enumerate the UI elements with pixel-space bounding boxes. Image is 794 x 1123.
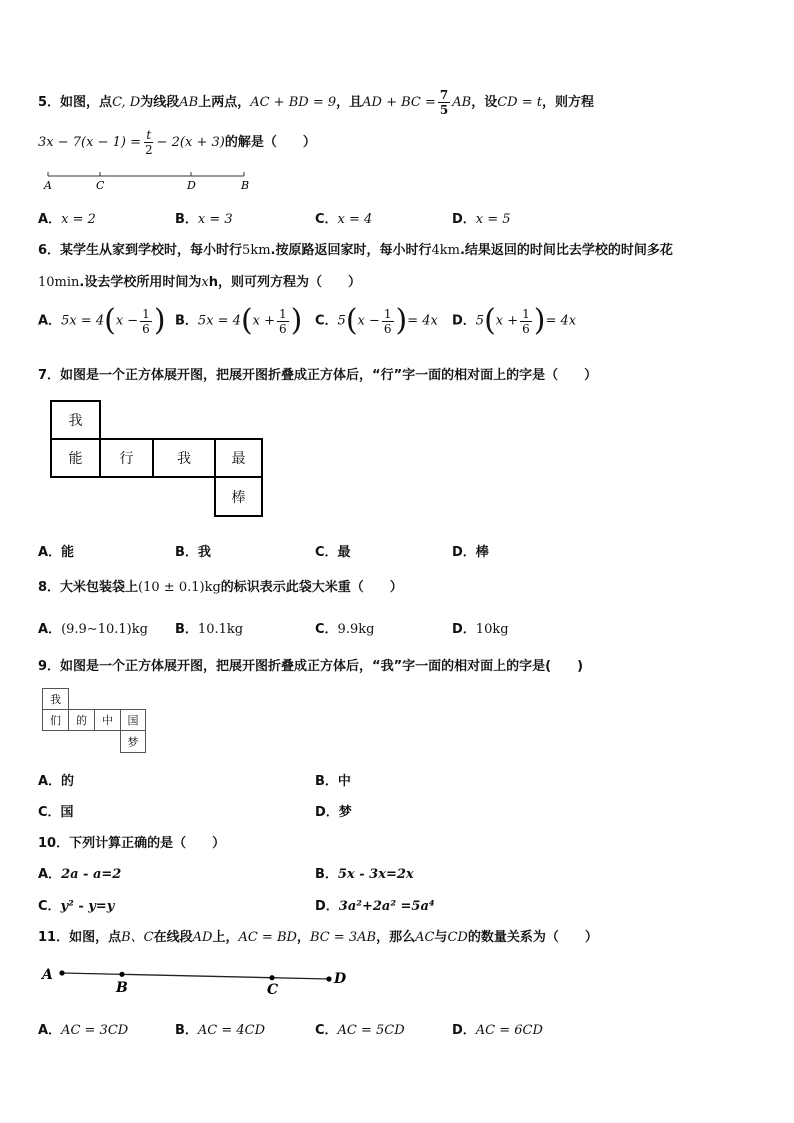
q10-stem: 10．下列计算正确的是（ ） (38, 836, 226, 851)
q6-stem-line2: 10min.设去学校所用时间为xh，则可列方程为（ ） (38, 275, 361, 290)
q7-cell: 行 (99, 438, 154, 478)
q5-label-B: B (241, 179, 250, 192)
q5-label-C: C (96, 179, 105, 192)
q5-segment-diagram (40, 170, 260, 194)
q11-label-C: C (267, 982, 279, 998)
q10-option-c[interactable]: C．y² - y=y (38, 899, 115, 914)
q10-option-b[interactable]: B．5x - 3x=2x (315, 867, 414, 882)
q7-cell: 我 (50, 400, 101, 440)
q6-stem-line1: 6．某学生从家到学校时，每小时行5km.按原路返回家时，每小时行4km.结果返回的时间比去学校的时间多花 (38, 243, 673, 258)
q8-option-a[interactable]: A．(9.9∼10.1)kg (38, 622, 148, 637)
q9-option-a[interactable]: A．的 (38, 774, 75, 789)
q11-option-d[interactable]: D．AC = 6CD (452, 1023, 543, 1038)
q11-option-b[interactable]: B．AC = 4CD (175, 1023, 266, 1038)
q9-option-c[interactable]: C．国 (38, 805, 74, 820)
q9-cell: 国 (120, 709, 146, 731)
q8-option-d[interactable]: D．10kg (452, 622, 509, 637)
q5-option-b[interactable]: B．x = 3 (175, 212, 233, 227)
q7-cell: 棒 (214, 476, 263, 517)
q11-label-A: A (42, 967, 53, 983)
q11-label-B: B (116, 980, 128, 996)
q6-option-a[interactable]: A．5x = 4(x − $\frac{1}{6}$ ) (38, 303, 166, 338)
q7-cell: 能 (50, 438, 101, 478)
q9-cell: 我 (42, 688, 69, 710)
q5-label-D: D (187, 179, 196, 192)
q11-stem: 11．如图，点B、C在线段AD上，AC = BD，BC = 3AB，那么AC与CD的数量关系为（ ） (38, 930, 598, 945)
q7-cell: 我 (152, 438, 216, 478)
q5-option-a[interactable]: A．x = 2 (38, 212, 96, 227)
q5-stem: 5．如图，点C, D为线段AB上两点，AC + BD = 9，且AD + BC = $\frac{7}{5}$ AB，设CD = t，则方程 (38, 88, 594, 117)
q7-option-d[interactable]: D．棒 (452, 545, 489, 560)
q9-option-b[interactable]: B．中 (315, 774, 351, 789)
q8-option-c[interactable]: C．9.9kg (315, 622, 375, 637)
q5-fraction: $\frac{7}{5}$ (439, 88, 449, 117)
q7-stem: 7．如图是一个正方体展开图，把展开图折叠成正方体后，“行”字一面的相对面上的字是（ ） (38, 368, 598, 383)
q9-option-d[interactable]: D．梦 (315, 805, 352, 820)
q5-equation: 3x − 7(x − 1) = $\frac{t}{2}$ − 2(x + 3)的解是（ ） (38, 128, 316, 157)
q11-label-D: D (334, 971, 347, 987)
q9-stem: 9．如图是一个正方体展开图，把展开图折叠成正方体后，“我”字一面的相对面上的字是( ) (38, 659, 584, 674)
q11-option-a[interactable]: A．AC = 3CD (38, 1023, 129, 1038)
q11-option-c[interactable]: C．AC = 5CD (315, 1023, 405, 1038)
q6-option-c[interactable]: C．5(x − $\frac{1}{6}$ )= 4x (315, 303, 438, 338)
q10-option-a[interactable]: A．2a - a=2 (38, 867, 122, 882)
q5-label-A: A (44, 179, 52, 192)
q10-option-d[interactable]: D．3a²+2a² =5a⁴ (315, 899, 435, 914)
q8-option-b[interactable]: B．10.1kg (175, 622, 244, 637)
q8-stem: 8．大米包装袋上(10 ± 0.1)kg的标识表示此袋大米重（ ） (38, 580, 403, 595)
q7-cell: 最 (214, 438, 263, 478)
q11-segment-diagram (36, 960, 356, 1000)
q5-option-c[interactable]: C．x = 4 (315, 212, 373, 227)
q5-option-d[interactable]: D．x = 5 (452, 212, 511, 227)
q9-cell: 梦 (120, 730, 146, 753)
q6-option-b[interactable]: B．5x = 4(x + $\frac{1}{6}$ ) (175, 303, 303, 338)
q9-cell: 们 (42, 709, 69, 731)
q6-option-d[interactable]: D．5(x + $\frac{1}{6}$ )= 4x (452, 303, 577, 338)
q7-option-b[interactable]: B．我 (175, 545, 211, 560)
q7-option-a[interactable]: A．能 (38, 545, 75, 560)
q7-option-c[interactable]: C．最 (315, 545, 351, 560)
q9-cell: 的 (68, 709, 95, 731)
q9-cell: 中 (94, 709, 121, 731)
